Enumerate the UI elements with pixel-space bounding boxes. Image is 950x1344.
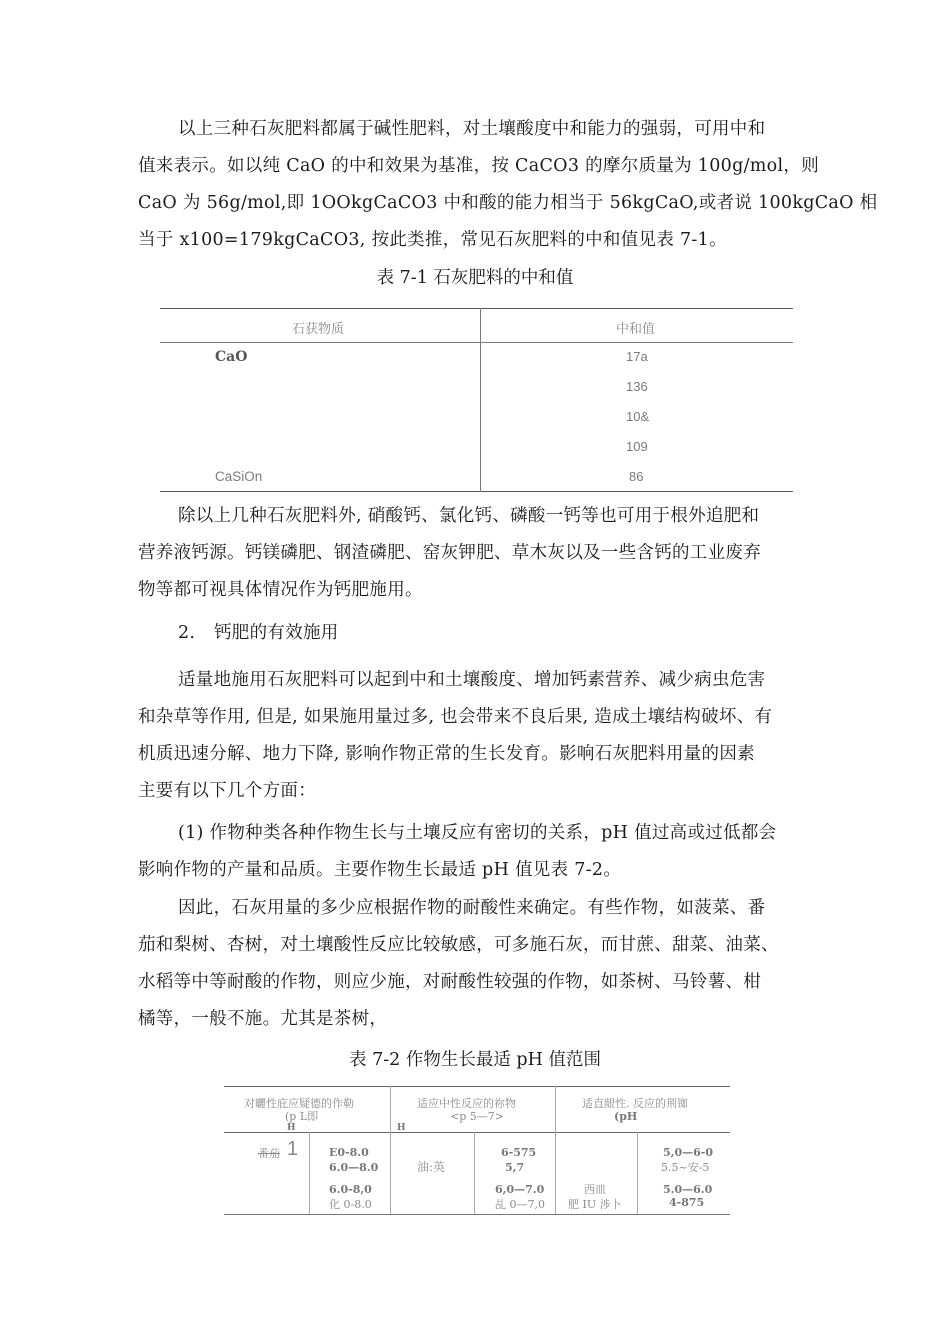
table-rule	[160, 342, 793, 343]
text-line: 除以上几种石灰肥料外, 硝酸钙、氯化钙、磷酸一钙等也可用于根外追肥和	[178, 506, 760, 526]
table-1-cell: CaSiOn	[215, 469, 263, 484]
table-1-cell: 17a	[626, 349, 648, 364]
text-line: 和杂草等作用, 但是, 如果施用量过多, 也会带来不良后果, 造成土壤结构破坏、有	[138, 707, 773, 727]
table-2-crop: 肥 IU 涉卜	[568, 1198, 622, 1211]
table-rule	[637, 1132, 638, 1214]
text-line: 物等都可视具体情况作为钙肥施用。	[138, 580, 423, 600]
table-1-header-material: 石获物质	[292, 321, 345, 336]
text-line: 机质迅速分解、地力下降, 影响作物正常的生长发育。影响石灰肥料用量的因素	[138, 744, 755, 764]
table-1-cell: 109	[626, 439, 648, 454]
text-line: 值来表示。如以纯 CaO 的中和效果为基准，按 CaCO3 的摩尔质量为 100g/mol，则	[138, 156, 820, 176]
text-line: CaO 为 56g/mol,即 1OOkgCaCO3 中和酸的能力相当于 56kgCaO,或者说 100kgCaO 相	[138, 193, 878, 213]
text-line: 影响作物的产量和品质。主要作物生长最适 pH 值见表 7-2。	[138, 860, 622, 880]
text-line: 水稻等中等耐酸的作物，则应少施，对耐酸性较强的作物，如茶树、马铃薯、柑	[138, 972, 761, 992]
table-2-crop: 番茄	[258, 1147, 280, 1160]
text-line: 茄和梨树、杏树，对土壤酸性反应比较敏感，可多施石灰，而甘蔗、甜菜、油菜、	[138, 935, 779, 955]
table-1-cell: 10&	[626, 409, 650, 424]
table-2-crop: 油:英	[417, 1160, 446, 1174]
table-2-header-1: 对曬性庇应疑德的作勒	[244, 1097, 354, 1110]
table-2-cell: 化 0-8.0	[329, 1198, 372, 1211]
text-line: 当于 x100=179kgCaCO3, 按此类推，常见石灰肥料的中和值见表 7-1。	[138, 230, 727, 250]
table-1-cell: 86	[629, 469, 644, 484]
table-rule	[309, 1132, 310, 1214]
table-2-cell: 5,7	[505, 1161, 525, 1174]
table-rule	[555, 1132, 556, 1214]
table-2-cell: 6,0—7.0	[495, 1183, 545, 1196]
table-1-cell: CaO	[215, 349, 248, 365]
text-line: 适量地施用石灰肥料可以起到中和土壤酸度、增加钙素营养、减少病虫危害	[178, 670, 766, 690]
table-rule	[224, 1214, 730, 1215]
table-rule	[480, 308, 481, 492]
table-2-cell: 6-575	[501, 1146, 537, 1159]
table-2-caption: 表 7-2 作物生长最适 pH 值范围	[349, 1050, 601, 1070]
section-number: 2.	[178, 623, 196, 643]
table-rule	[474, 1132, 475, 1214]
table-2-cell: 5.0—6.0	[663, 1183, 713, 1196]
table-2-cell: 5.5~安-5	[661, 1161, 710, 1174]
table-1-caption: 表 7-1 石灰肥料的中和值	[376, 268, 574, 288]
table-2-cell: 4-875	[669, 1196, 705, 1209]
table-rule	[160, 308, 793, 309]
text-line: 营养液钙源。钙镁磷肥、钢渣磷肥、窑灰钾肥、草木灰以及一些含钙的工业废弃	[138, 543, 761, 563]
table-rule	[390, 1132, 391, 1214]
table-2-header-3: 适直龈性. 反应的荆铷	[582, 1097, 688, 1110]
table-2-header-1-sub: (p L即	[285, 1110, 319, 1123]
table-rule	[390, 1086, 391, 1132]
table-2-cell: 5,0—6-0	[663, 1146, 714, 1159]
table-2-crop: 西皿	[584, 1183, 606, 1196]
table-2-header-2: 适应中性反应的祢物	[417, 1097, 516, 1110]
table-2-cell: 6.0—8.0	[329, 1161, 379, 1174]
table-1-header-value: 中和值	[616, 321, 656, 336]
text-line: 因此，石灰用量的多少应根据作物的耐酸性来确定。有些作物，如菠菜、番	[178, 898, 766, 918]
table-2-header-2-sub: <p 5—7>	[450, 1110, 504, 1123]
table-rule	[555, 1086, 556, 1132]
table-2-header-3-sub: (pH	[614, 1110, 638, 1123]
text-line: 橘等，一般不施。尤其是茶树，	[138, 1009, 388, 1029]
table-2-cell: E0-8.0	[329, 1146, 369, 1159]
text-line: 主要有以下几个方面：	[138, 781, 316, 801]
section-title: 钙肥的有效施用	[214, 623, 339, 643]
table-2-header-1-mark: H	[287, 1123, 296, 1133]
table-2-cell: 乩 0—7,0	[495, 1198, 545, 1211]
table-rule	[160, 491, 793, 492]
table-rule	[224, 1132, 730, 1133]
table-2-crop-mark: 1	[287, 1138, 299, 1160]
table-rule	[224, 1086, 730, 1087]
table-1-cell: 136	[626, 379, 648, 394]
table-2-cell: 6.0-8,0	[329, 1183, 372, 1196]
text-line: 以上三种石灰肥料都属于碱性肥料，对土壤酸度中和能力的强弱，可用中和	[178, 119, 766, 139]
table-2-header-2-mark: H	[397, 1123, 406, 1133]
text-line: (1) 作物种类各种作物生长与土壤反应有密切的关系，pH 值过高或过低都会	[178, 823, 777, 843]
